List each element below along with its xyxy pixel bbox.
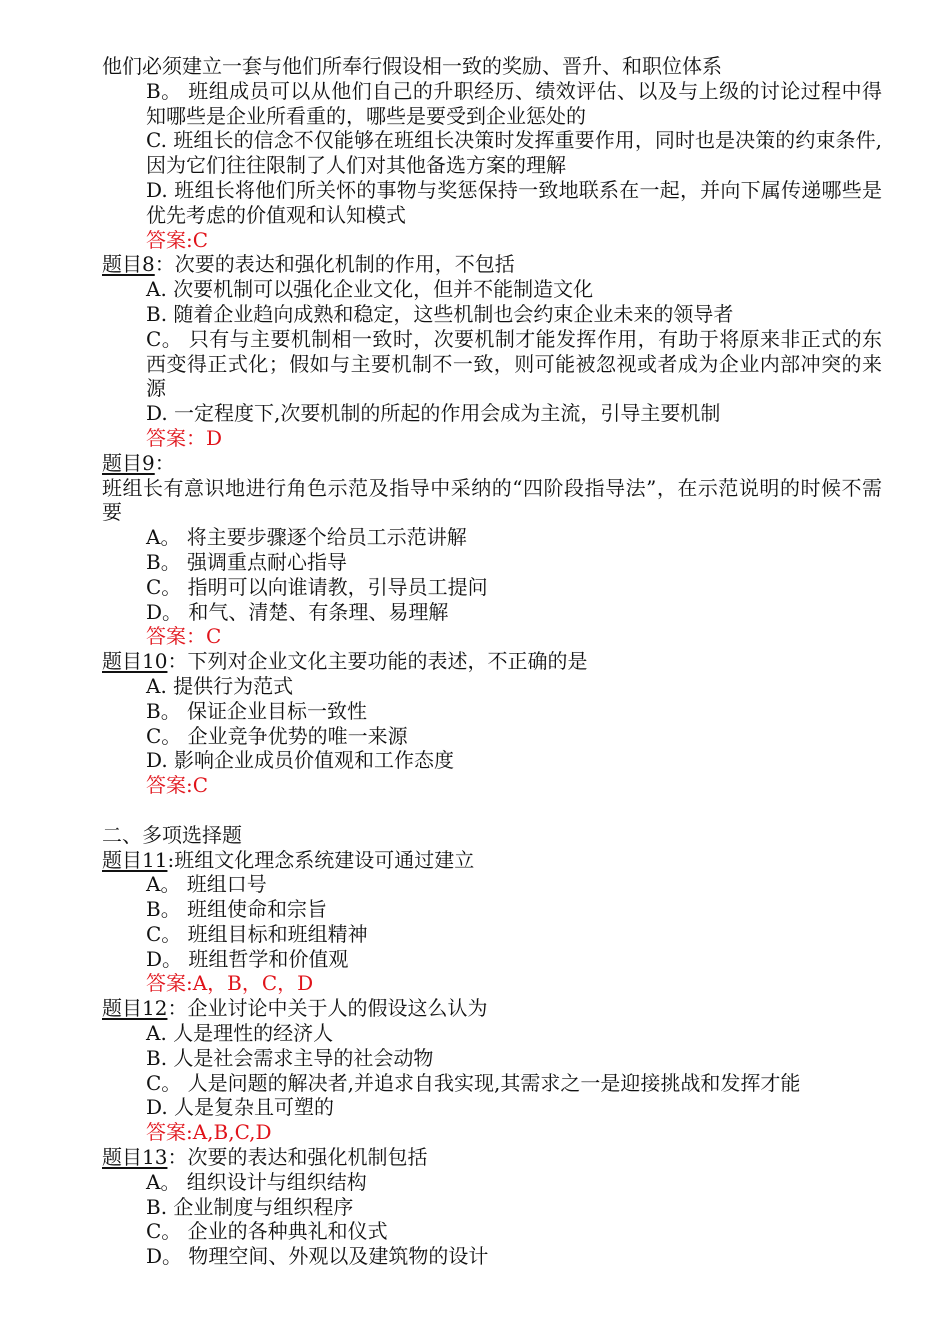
answer: 答案:A，B，C，D: [146, 971, 314, 996]
question-12: [102, 996, 882, 1021]
question-suffix: ：: [154, 450, 175, 475]
option-d: D. 班组长将他们所关怀的事物与奖惩保持一致地联系在一起，并向下属传递哪些是优先考虑的价值观和认知模式: [146, 177, 882, 227]
option-c: C。 班组目标和班组精神: [146, 921, 368, 946]
question-label: 题目11: [102, 847, 168, 872]
option-c: C。 只有与主要机制相一致时，次要机制才能发挥作用，有助于将原来非正式的东西变得正式化；假如与主要机制不一致，则可能被忽视或者成为企业内部冲突的来源: [146, 326, 882, 401]
option-a: A。 将主要步骤逐个给员工示范讲解: [146, 525, 467, 550]
option-d: D。 物理空间、外观以及建筑物的设计: [146, 1244, 489, 1269]
question-11: [102, 848, 882, 873]
option-a: A. 次要机制可以强化企业文化，但并不能制造文化: [146, 277, 594, 302]
question-9-header: [102, 451, 882, 476]
option-c: C. 班组长的信念不仅能够在班组长决策时发挥重要作用，同时也是决策的约束条件,因为它们往往限制了人们对其他备选方案的理解: [146, 128, 882, 178]
option-b: B. 人是社会需求主导的社会动物: [146, 1045, 434, 1070]
option-a: A. 提供行为范式: [146, 673, 294, 698]
option-b: B。 班组成员可以从他们自己的升职经历、绩效评估、以及与上级的讨论过程中得知哪些是企业所看重的，哪些是要受到企业惩处的: [146, 78, 882, 128]
option-a: A。 组织设计与组织结构: [146, 1169, 367, 1194]
question-text: ：次要的表达和强化机制包括: [167, 1145, 428, 1170]
document-body: [102, 54, 882, 1269]
question-13: [102, 1145, 882, 1170]
option-a: A。 班组口号: [146, 872, 267, 897]
spacer: [102, 798, 882, 823]
intro-line: 他们必须建立一套与他们所奉行假设相一致的奖励、晋升、和职位体系: [102, 54, 722, 78]
option-b: B。 保证企业目标一致性: [146, 698, 368, 723]
question-8: [102, 252, 882, 277]
question-label: 题目10: [102, 649, 168, 674]
answer: 答案:C: [146, 227, 209, 252]
question-text: ：下列对企业文化主要功能的表述，不正确的是: [167, 649, 588, 674]
question-10: [102, 649, 882, 674]
option-a: A. 人是理性的经济人: [146, 1021, 334, 1046]
option-b: B. 企业制度与组织程序: [146, 1194, 354, 1219]
question-label: 题目12: [102, 996, 168, 1021]
answer: 答案:C: [146, 773, 209, 798]
answer: 答案：D: [146, 425, 223, 450]
option-c: C。 企业的各种典礼和仪式: [146, 1219, 388, 1244]
option-d: D. 一定程度下,次要机制的所起的作用会成为主流，引导主要机制: [146, 401, 721, 426]
section-heading: 二、多项选择题: [102, 822, 242, 847]
question-text: 班组长有意识地进行角色示范及指导中采纳的“四阶段指导法”，在示范说明的时候不需要: [102, 475, 882, 525]
question-text: ：企业讨论中关于人的假设这么认为: [167, 996, 488, 1021]
question-label: 题目13: [102, 1145, 168, 1170]
option-c: C。 企业竞争优势的唯一来源: [146, 723, 408, 748]
question-text: :班组文化理念系统建设可通过建立: [167, 847, 475, 872]
option-c: C。 人是问题的解决者,并追求自我实现,其需求之一是迎接挑战和发挥才能: [146, 1070, 801, 1095]
answer: 答案：C: [146, 624, 222, 649]
option-b: B. 随着企业趋向成熟和稳定，这些机制也会约束企业未来的领导者: [146, 301, 734, 326]
question-label: 题目8: [102, 252, 155, 277]
answer: 答案:A,B,C,D: [146, 1120, 272, 1145]
option-d: D。 班组哲学和价值观: [146, 946, 349, 971]
option-d: D. 人是复杂且可塑的: [146, 1095, 335, 1120]
option-d: D. 影响企业成员价值观和工作态度: [146, 748, 455, 773]
question-label: 题目9: [102, 450, 155, 475]
question-text: ：次要的表达和强化机制的作用，不包括: [154, 252, 515, 277]
option-b: B。 强调重点耐心指导: [146, 549, 348, 574]
option-b: B。 班组使命和宗旨: [146, 897, 328, 922]
option-d: D。 和气、清楚、有条理、易理解: [146, 599, 449, 624]
option-c: C。 指明可以向谁请教，引导员工提问: [146, 574, 488, 599]
